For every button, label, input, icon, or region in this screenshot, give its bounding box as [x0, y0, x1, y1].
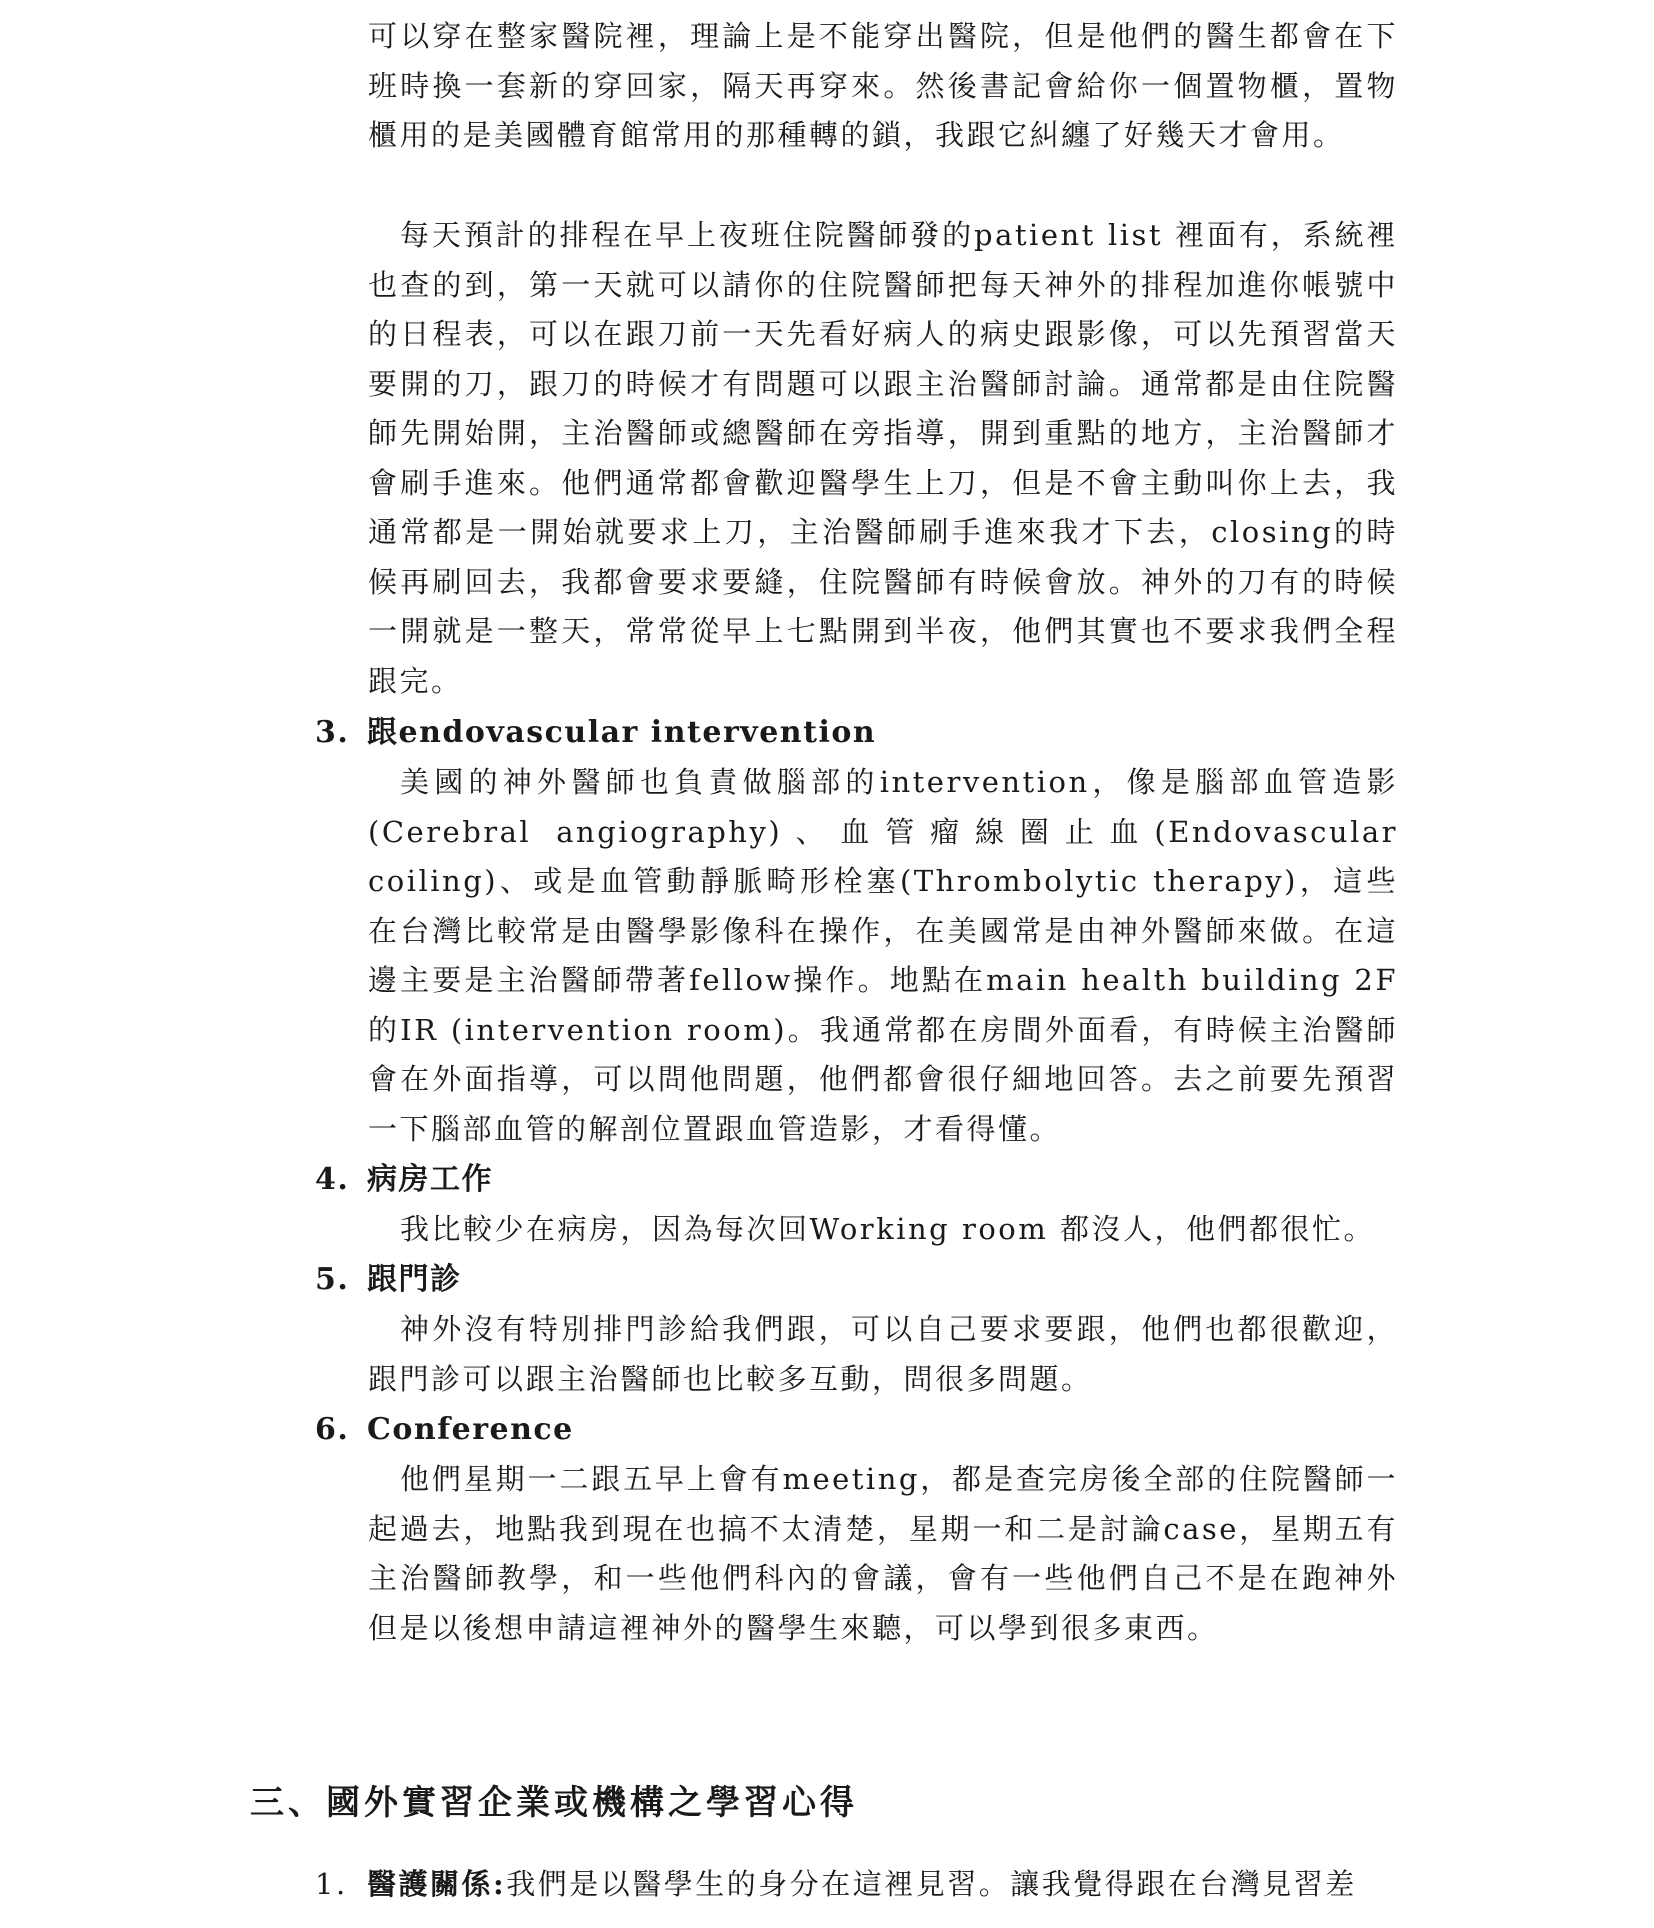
- paragraph-clinic: 神外沒有特別排門診給我們跟，可以自己要求要跟，他們也都很歡迎，跟門診可以跟主治醫師也比較多互動，問很多問題。: [368, 1312, 1398, 1396]
- heading-text: 病房工作: [367, 1162, 493, 1197]
- heading-text: Conference: [367, 1412, 574, 1447]
- paragraph-intervention: 美國的神外醫師也負責做腦部的intervention，像是腦部血管造影(Cerebral angiography)、血管瘤線圈止血(Endovascular coiling)、或是血管動靜脈畸形栓塞(Thrombolytic therapy)，這些在台灣比較常是由醫學影像科在操作，在美國常是由神外醫師來做。在這邊主要是主治醫師帶著fellow操作。地點在main health building 2F的IR (intervention room)。我通常都在房間外面看，有時候主治醫師會在外面指導，可以問他問題，他們都會很仔細地回答。去之前要先預習一下腦部血管的解剖位置跟血管造影，才看得懂。: [368, 765, 1398, 1146]
- heading-number: 3.: [315, 715, 350, 750]
- heading-clinic: [315, 1258, 462, 1302]
- heading-conference: [315, 1408, 574, 1452]
- heading-ward-work: [315, 1158, 493, 1202]
- heading-number: 5.: [315, 1262, 350, 1297]
- heading-text: 跟endovascular intervention: [367, 715, 877, 750]
- list-label: 醫護關係:: [367, 1867, 507, 1901]
- heading-number: 6.: [315, 1412, 350, 1447]
- heading-endovascular: [315, 711, 876, 755]
- paragraph-schedule-surgery: 每天預計的排程在早上夜班住院醫師發的patient list 裡面有，系統裡也查的到，第一天就可以請你的住院醫師把每天神外的排程加進你帳號中的日程表，可以在跟刀前一天先看好病人的病史跟影像，可以先預習當天要開的刀，跟刀的時候才有問題可以跟主治醫師討論。通常都是由住院醫師先開始開，主治醫師或總醫師在旁指導，開到重點的地方，主治醫師才會刷手進來。他們通常都會歡迎醫學生上刀，但是不會主動叫你上去，我通常都是一開始就要求上刀，主治醫師刷手進來我才下去，closing的時候再刷回去，我都會要求要縫，住院醫師有時候會放。神外的刀有的時候一開就是一整天，常常從早上七點開到半夜，他們其實也不要求我們全程跟完。: [368, 218, 1398, 698]
- section-title: 三、國外實習企業或機構之學習心得: [250, 1783, 858, 1823]
- heading-text: 跟門診: [367, 1262, 462, 1297]
- list-text: 我們是以醫學生的身分在這裡見習。讓我覺得跟在台灣見習差: [506, 1867, 1357, 1901]
- paragraph-ward: 我比較少在病房，因為每次回Working room 都沒人，他們都很忙。: [400, 1212, 1375, 1246]
- heading-number: 4.: [315, 1162, 350, 1197]
- list-item-doctor-nurse-relationship: [315, 1862, 1357, 1903]
- paragraph-scrubs-locker: 可以穿在整家醫院裡，理論上是不能穿出醫院，但是他們的醫生都會在下班時換一套新的穿回家，隔天再穿來。然後書記會給你一個置物櫃，置物櫃用的是美國體育館常用的那種轉的鎖，我跟它糾纏了好幾天才會用。: [368, 19, 1398, 152]
- list-number: 1.: [315, 1867, 348, 1901]
- paragraph-conference: 他們星期一二跟五早上會有meeting，都是查完房後全部的住院醫師一起過去，地點我到現在也搞不太清楚，星期一和二是討論case，星期五有主治醫師教學，和一些他們科內的會議，會有一些他們自己不是在跑神外但是以後想申請這裡神外的醫學生來聽，可以學到很多東西。: [368, 1462, 1398, 1645]
